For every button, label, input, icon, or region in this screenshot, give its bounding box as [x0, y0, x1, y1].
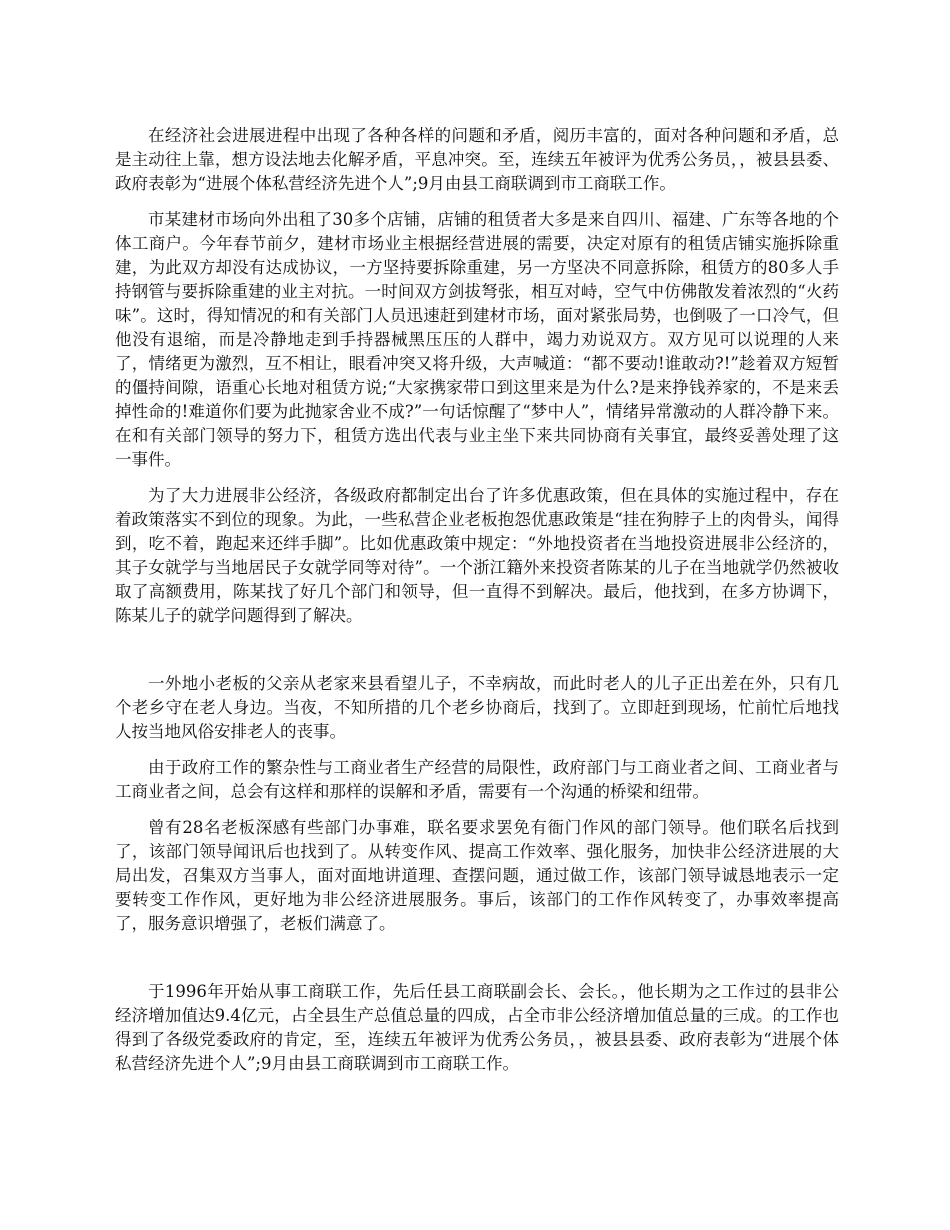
- paragraph-6: 曾有28名老板深感有些部门办事难，联名要求罢免有衙门作风的部门领导。他们联名后找到了，该部门领导闻讯后也找到了。从转变作风、提高工作效率、强化服务，加快非公经济进展的大局出发，召集双方当事人，面对面地讲道理、查摆问题，通过做工作，该部门领导诚恳地表示一定要转变工作作风，更好地为非公经济进展服务。事后，该部门的工作作风转变了，办事效率提高了，服务意识增强了，老板们满意了。: [115, 818, 839, 933]
- paragraph-3: 为了大力进展非公经济，各级政府都制定出台了许多优惠政策，但在具体的实施过程中，存在着政策落实不到位的现象。为此，一些私营企业老板抱怨优惠政策是“挂在狗脖子上的肉骨头，闻得到，吃不着，跑起来还绊手脚”。比如优惠政策中规定：“外地投资者在当地投资进展非公经济的，其子女就学与当地居民子女就学同等对待”。一个浙江籍外来投资者陈某的儿子在当地就学仍然被收取了高额费用，陈某找了好几个部门和领导，但一直得不到解决。最后，他找到，在多方协调下，陈某儿子的就学问题得到了解决。: [115, 486, 839, 625]
- paragraph-5: 由于政府工作的繁杂性与工商业者生产经营的局限性，政府部门与工商业者之间、工商业者与工商业者之间，总会有这样和那样的误解和矛盾，需要有一个沟通的桥梁和纽带。: [115, 758, 839, 801]
- paragraph-2: 市某建材市场向外出租了30多个店铺，店铺的租赁者大多是来自四川、福建、广东等各地的个体工商户。今年春节前夕，建材市场业主根据经营进展的需要，决定对原有的租赁店铺实施拆除重建，为此双方却没有达成协议，一方坚持要拆除重建，另一方坚决不同意拆除，租赁方的80多人手持钢管与要拆除重建的业主对抗。一时间双方剑拔弩张，相互对峙，空气中仿佛散发着浓烈的“火药味”。这时，得知情况的和有关部门人员迅速赶到建材市场，面对紧张局势，也倒吸了一口冷气，但他没有退缩，而是冷静地走到手持器械黑压压的人群中，竭力劝说双方。双方见可以说理的人来了，情绪更为激烈，互不相让，眼看冲突又将升级，大声喊道：“都不要动!谁敢动?!”趁着双方短暂的僵持间隙，语重心长地对租赁方说;“大家携家带口到这里来是为什么?是来挣钱养家的，不是来丢掉性命的!难道你们要为此抛家舍业不成?”一句话惊醒了“梦中人”，情绪异常激动的人群冷静下来。在和有关部门领导的努力下，租赁方选出代表与业主坐下来共同协商有关事宜，最终妥善处理了这一事件。: [115, 210, 839, 469]
- paragraph-4: 一外地小老板的父亲从老家来县看望儿子，不幸病故，而此时老人的儿子正出差在外，只有几个老乡守在老人身边。当夜，不知所措的几个老乡协商后，找到了。立即赶到现场，忙前忙后地找人按当地风俗安排老人的丧事。: [115, 674, 839, 741]
- document-body: [115, 124, 839, 1088]
- paragraph-1: 在经济社会进展进程中出现了各种各样的问题和矛盾，阅历丰富的，面对各种问题和矛盾，总是主动往上靠，想方设法地去化解矛盾，平息冲突。至，连续五年被评为优秀公务员，，被县县委、政府表彰为“进展个体私营经济先进个人”;9月由县工商联调到市工商联工作。: [115, 126, 839, 193]
- paragraph-7: 于1996年开始从事工商联工作，先后任县工商联副会长、会长。，他长期为之工作过的县非公经济增加值达9.4亿元，占全县生产总值总量的四成，占全市非公经济增加值总量的三成。的工作也得到了各级党委政府的肯定，至，连续五年被评为优秀公务员，，被县县委、政府表彰为“进展个体私营经济先进个人”;9月由县工商联调到市工商联工作。: [115, 982, 839, 1073]
